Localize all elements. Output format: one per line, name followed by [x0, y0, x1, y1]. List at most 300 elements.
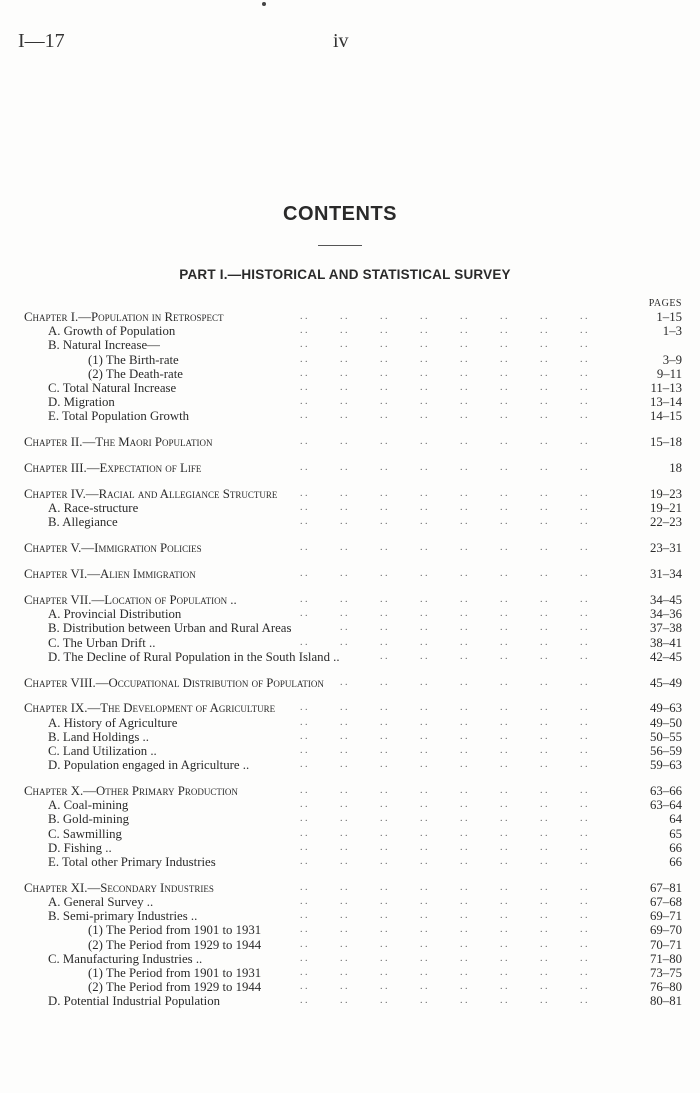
leader-dots: . . — [500, 896, 508, 908]
leader-dots: . . — [500, 785, 508, 797]
leader-dots: . . — [500, 487, 508, 499]
page-range: 37–38 — [650, 621, 682, 636]
leader-dots: . . — [380, 367, 388, 379]
leader-dots: . . — [540, 967, 548, 978]
leader-dots: . . — [380, 702, 388, 714]
page-range: 71–80 — [650, 951, 682, 966]
leader-dots: . . — [380, 502, 388, 514]
leader-dots: . . — [460, 896, 468, 908]
toc-item-row — [0, 980, 700, 994]
leader-dots: . . — [380, 381, 388, 393]
leader-dots: . . — [500, 568, 508, 580]
page-range: 67–81 — [650, 880, 682, 895]
page-range: 67–68 — [650, 895, 682, 910]
leader-dots: . . — [380, 730, 388, 742]
leader-dots: . . — [340, 730, 348, 742]
leader-dots: . . — [300, 813, 308, 825]
leader-dots: . . — [340, 799, 348, 811]
leader-dots: . . — [420, 716, 428, 728]
leader-dots: . . — [300, 502, 308, 514]
leader-dots: . . — [460, 636, 468, 648]
leader-dots: . . — [500, 436, 508, 448]
leader-dots: . . — [540, 813, 548, 825]
toc-item-row — [0, 338, 700, 352]
chapter-title: Chapter VI.—Alien Immigration — [24, 567, 196, 582]
leader-dots: . . — [340, 396, 348, 408]
page-range: 34–36 — [650, 607, 682, 622]
leader-dots: . . — [340, 967, 348, 978]
leader-dots: . . — [340, 487, 348, 499]
toc-item-row — [0, 994, 700, 1008]
leader-dots: . . — [380, 622, 388, 634]
toc-item-row — [0, 744, 700, 758]
leader-dots: . . — [340, 896, 348, 908]
leader-dots: . . — [580, 938, 588, 950]
leader-dots: . . — [340, 311, 348, 322]
leader-dots: . . — [460, 410, 468, 422]
leader-dots: . . — [340, 910, 348, 922]
leader-dots: . . — [500, 938, 508, 950]
leader-dots: . . — [460, 995, 468, 1007]
leader-dots: . . — [580, 799, 588, 811]
leader-dots: . . — [300, 981, 308, 993]
leader-dots: . . — [380, 716, 388, 728]
leader-dots: . . — [380, 636, 388, 648]
section-title: B. Allegiance — [48, 515, 118, 530]
leader-dots: . . — [500, 813, 508, 825]
title-rule — [318, 245, 362, 246]
leader-dots: . . — [460, 542, 468, 554]
leader-dots: . . — [380, 841, 388, 853]
leader-dots: . . — [540, 785, 548, 797]
leader-dots: . . — [540, 730, 548, 742]
leader-dots: . . — [500, 730, 508, 742]
leader-dots: . . — [380, 995, 388, 1007]
leader-dots: . . — [300, 910, 308, 922]
toc-chapter-row — [0, 435, 700, 449]
toc-spacer — [0, 690, 700, 702]
leader-dots: . . — [500, 339, 508, 351]
toc-item-row — [0, 515, 700, 529]
leader-dots: . . — [340, 745, 348, 756]
leader-dots: . . — [500, 841, 508, 853]
leader-dots: . . — [420, 568, 428, 580]
section-title: (1) The Birth-rate — [88, 352, 179, 367]
leader-dots: . . — [580, 924, 588, 936]
leader-dots: . . — [300, 353, 308, 365]
leader-dots: . . — [340, 410, 348, 422]
section-title: D. Potential Industrial Population — [48, 994, 221, 1009]
leader-dots: . . — [380, 910, 388, 922]
leader-dots: . . — [460, 730, 468, 742]
contents-title: CONTENTS — [283, 203, 397, 225]
toc-item-row — [0, 966, 700, 980]
leader-dots: . . — [540, 381, 548, 393]
leader-dots: . . — [460, 813, 468, 825]
leader-dots: . . — [380, 896, 388, 908]
leader-dots: . . — [300, 967, 308, 978]
leader-dots: . . — [540, 759, 548, 771]
leader-dots: . . — [500, 396, 508, 408]
page-number: iv — [333, 30, 349, 52]
leader-dots: . . — [580, 636, 588, 648]
leader-dots: . . — [540, 650, 548, 662]
leader-dots: . . — [540, 896, 548, 908]
leader-dots: . . — [300, 938, 308, 950]
leader-dots: . . — [460, 952, 468, 964]
leader-dots: . . — [340, 924, 348, 936]
leader-dots: . . — [300, 410, 308, 422]
leader-dots: . . — [460, 676, 468, 688]
leader-dots: . . — [300, 436, 308, 448]
section-title: (2) The Death-rate — [88, 366, 183, 381]
toc-item-row — [0, 938, 700, 952]
leader-dots: . . — [420, 730, 428, 742]
page-range: 14–15 — [650, 409, 682, 424]
leader-dots: . . — [460, 608, 468, 620]
toc-spacer — [0, 530, 700, 542]
pages-column-header: PAGES — [648, 298, 682, 309]
section-title: B. Gold-mining — [48, 812, 130, 827]
section-title: A. Growth of Population — [48, 324, 176, 339]
toc-chapter-row — [0, 461, 700, 475]
leader-dots: . . — [300, 785, 308, 797]
leader-dots: . . — [420, 353, 428, 365]
leader-dots: . . — [340, 462, 348, 474]
section-title: D. The Decline of Rural Population in the South Island .. — [48, 649, 340, 664]
leader-dots: . . — [340, 516, 348, 528]
leader-dots: . . — [300, 841, 308, 853]
section-title: D. Fishing .. — [48, 840, 112, 855]
leader-dots: . . — [380, 981, 388, 993]
leader-dots: . . — [300, 568, 308, 580]
toc-item-row — [0, 841, 700, 855]
page-range: 45–49 — [650, 675, 682, 690]
leader-dots: . . — [500, 924, 508, 936]
toc-spacer — [0, 581, 700, 593]
leader-dots: . . — [580, 995, 588, 1007]
leader-dots: . . — [380, 952, 388, 964]
leader-dots: . . — [580, 785, 588, 797]
section-title: D. Migration — [48, 395, 115, 410]
leader-dots: . . — [300, 716, 308, 728]
toc-item-row — [0, 353, 700, 367]
toc-item-row — [0, 367, 700, 381]
page-range: 15–18 — [650, 435, 682, 450]
leader-dots: . . — [340, 995, 348, 1007]
leader-dots: . . — [500, 410, 508, 422]
toc-spacer — [0, 424, 700, 436]
leader-dots: . . — [380, 813, 388, 825]
section-title: C. Sawmilling — [48, 826, 122, 841]
leader-dots: . . — [580, 759, 588, 771]
leader-dots: . . — [340, 367, 348, 379]
leader-dots: . . — [500, 716, 508, 728]
leader-dots: . . — [300, 396, 308, 408]
leader-dots: . . — [460, 745, 468, 756]
leader-dots: . . — [340, 636, 348, 648]
leader-dots: . . — [580, 542, 588, 554]
leader-dots: . . — [500, 367, 508, 379]
page-range: 18 — [669, 461, 682, 476]
leader-dots: . . — [420, 881, 428, 893]
leader-dots: . . — [420, 502, 428, 514]
leader-dots: . . — [340, 759, 348, 771]
page-range: 34–45 — [650, 592, 682, 607]
leader-dots: . . — [500, 593, 508, 605]
chapter-title: Chapter IV.—Racial and Allegiance Structure — [24, 486, 278, 501]
leader-dots: . . — [420, 745, 428, 756]
leader-dots: . . — [500, 702, 508, 714]
leader-dots: . . — [300, 593, 308, 605]
leader-dots: . . — [340, 981, 348, 993]
section-title: B. Natural Increase— — [48, 338, 160, 353]
toc-item-row — [0, 501, 700, 515]
chapter-title: Chapter I.—Population in Retrospect — [24, 310, 224, 324]
page-range: 66 — [669, 855, 682, 869]
leader-dots: . . — [540, 542, 548, 554]
leader-dots: . . — [540, 827, 548, 839]
leader-dots: . . — [580, 650, 588, 662]
leader-dots: . . — [460, 502, 468, 514]
toc-item-row — [0, 855, 700, 869]
toc-item-row — [0, 409, 700, 423]
leader-dots: . . — [540, 568, 548, 580]
leader-dots: . . — [300, 745, 308, 756]
leader-dots: . . — [500, 745, 508, 756]
leader-dots: . . — [580, 502, 588, 514]
leader-dots: . . — [340, 325, 348, 337]
leader-dots: . . — [460, 396, 468, 408]
leader-dots: . . — [580, 487, 588, 499]
leader-dots: . . — [500, 881, 508, 893]
leader-dots: . . — [460, 924, 468, 936]
leader-dots: . . — [420, 799, 428, 811]
leader-dots: . . — [500, 967, 508, 978]
leader-dots: . . — [340, 353, 348, 365]
page-range: 9–11 — [656, 366, 682, 381]
leader-dots: . . — [540, 716, 548, 728]
leader-dots: . . — [300, 730, 308, 742]
leader-dots: . . — [460, 311, 468, 322]
leader-dots: . . — [420, 910, 428, 922]
page-range: 70–71 — [650, 937, 682, 952]
leader-dots: . . — [420, 622, 428, 634]
leader-dots: . . — [420, 339, 428, 351]
leader-dots: . . — [460, 716, 468, 728]
leader-dots: . . — [380, 339, 388, 351]
toc-spacer — [0, 869, 700, 881]
table-of-contents — [0, 310, 700, 1009]
leader-dots: . . — [460, 981, 468, 993]
leader-dots: . . — [380, 353, 388, 365]
leader-dots: . . — [580, 896, 588, 908]
section-title: D. Population engaged in Agriculture .. — [48, 758, 250, 773]
leader-dots: . . — [500, 502, 508, 514]
leader-dots: . . — [340, 856, 348, 867]
toc-chapter-row — [0, 567, 700, 581]
leader-dots: . . — [300, 924, 308, 936]
leader-dots: . . — [500, 608, 508, 620]
leader-dots: . . — [540, 487, 548, 499]
section-title: A. Coal-mining — [48, 798, 129, 813]
leader-dots: . . — [580, 608, 588, 620]
leader-dots: . . — [380, 676, 388, 688]
leader-dots: . . — [500, 650, 508, 662]
leader-dots: . . — [580, 841, 588, 853]
leader-dots: . . — [300, 608, 308, 620]
leader-dots: . . — [380, 396, 388, 408]
leader-dots: . . — [380, 827, 388, 839]
page-range: 3–9 — [662, 352, 682, 367]
leader-dots: . . — [340, 702, 348, 714]
leader-dots: . . — [300, 339, 308, 351]
toc-item-row — [0, 621, 700, 635]
page-range: 19–23 — [650, 486, 682, 501]
leader-dots: . . — [460, 785, 468, 797]
chapter-title: Chapter V.—Immigration Policies — [24, 541, 202, 556]
section-title: A. Race-structure — [48, 501, 139, 516]
chapter-title: Chapter VII.—Location of Population .. — [24, 592, 237, 607]
toc-item-row — [0, 909, 700, 923]
toc-chapter-row — [0, 593, 700, 607]
leader-dots: . . — [380, 785, 388, 797]
leader-dots: . . — [580, 910, 588, 922]
page-range: 13–14 — [650, 395, 682, 410]
leader-dots: . . — [500, 381, 508, 393]
leader-dots: . . — [500, 516, 508, 528]
leader-dots: . . — [500, 622, 508, 634]
leader-dots: . . — [420, 676, 428, 688]
leader-dots: . . — [460, 881, 468, 893]
leader-dots: . . — [540, 924, 548, 936]
page-range: 66 — [669, 840, 682, 855]
leader-dots: . . — [540, 995, 548, 1007]
leader-dots: . . — [300, 462, 308, 474]
leader-dots: . . — [580, 339, 588, 351]
section-title: A. General Survey .. — [48, 895, 154, 910]
leader-dots: . . — [540, 516, 548, 528]
leader-dots: . . — [540, 608, 548, 620]
leader-dots: . . — [580, 325, 588, 337]
leader-dots: . . — [540, 702, 548, 714]
leader-dots: . . — [420, 396, 428, 408]
section-title: E. Total Population Growth — [48, 409, 190, 424]
leader-dots: . . — [340, 881, 348, 893]
leader-dots: . . — [460, 799, 468, 811]
leader-dots: . . — [540, 676, 548, 688]
leader-dots: . . — [380, 856, 388, 867]
leader-dots: . . — [580, 813, 588, 825]
leader-dots: . . — [420, 785, 428, 797]
leader-dots: . . — [500, 759, 508, 771]
leader-dots: . . — [380, 542, 388, 554]
leader-dots: . . — [380, 938, 388, 950]
toc-item-row — [0, 381, 700, 395]
section-title: B. Distribution between Urban and Rural Areas — [48, 621, 292, 636]
leader-dots: . . — [540, 436, 548, 448]
leader-dots: . . — [580, 381, 588, 393]
toc-item-row — [0, 895, 700, 909]
leader-dots: . . — [540, 396, 548, 408]
leader-dots: . . — [380, 436, 388, 448]
page-range: 19–21 — [650, 501, 682, 516]
page-range: 73–75 — [650, 966, 682, 980]
leader-dots: . . — [420, 636, 428, 648]
leader-dots: . . — [540, 367, 548, 379]
page-range: 63–64 — [650, 798, 682, 813]
leader-dots: . . — [540, 622, 548, 634]
leader-dots: . . — [460, 759, 468, 771]
page-reference: I—17 — [18, 30, 65, 52]
leader-dots: . . — [500, 827, 508, 839]
page-range: 63–66 — [650, 784, 682, 799]
section-title: B. Semi-primary Industries .. — [48, 909, 198, 924]
toc-chapter-row — [0, 310, 700, 324]
page-range: 38–41 — [650, 635, 682, 650]
leader-dots: . . — [300, 827, 308, 839]
leader-dots: . . — [340, 381, 348, 393]
leader-dots: . . — [300, 702, 308, 714]
leader-dots: . . — [500, 462, 508, 474]
leader-dots: . . — [500, 856, 508, 867]
leader-dots: . . — [580, 353, 588, 365]
toc-item-row — [0, 716, 700, 730]
leader-dots: . . — [420, 608, 428, 620]
toc-item-row — [0, 395, 700, 409]
leader-dots: . . — [580, 622, 588, 634]
chapter-title: Chapter IX.—The Development of Agriculture — [24, 701, 276, 716]
toc-chapter-row — [0, 541, 700, 555]
chapter-title: Chapter XI.—Secondary Industries — [24, 880, 214, 895]
leader-dots: . . — [420, 381, 428, 393]
toc-item-row — [0, 324, 700, 338]
leader-dots: . . — [340, 339, 348, 351]
leader-dots: . . — [300, 487, 308, 499]
section-title: (1) The Period from 1901 to 1931 — [88, 923, 262, 938]
leader-dots: . . — [580, 967, 588, 978]
leader-dots: . . — [540, 339, 548, 351]
leader-dots: . . — [580, 311, 588, 322]
section-title: C. Manufacturing Industries .. — [48, 951, 203, 966]
section-title: (1) The Period from 1901 to 1931 — [88, 966, 262, 980]
leader-dots: . . — [460, 593, 468, 605]
section-title: (2) The Period from 1929 to 1944 — [88, 937, 262, 952]
toc-item-row — [0, 798, 700, 812]
leader-dots: . . — [420, 487, 428, 499]
leader-dots: . . — [380, 608, 388, 620]
leader-dots: . . — [340, 593, 348, 605]
leader-dots: . . — [420, 542, 428, 554]
leader-dots: . . — [380, 516, 388, 528]
toc-item-row — [0, 636, 700, 650]
leader-dots: . . — [420, 981, 428, 993]
leader-dots: . . — [500, 799, 508, 811]
leader-dots: . . — [300, 516, 308, 528]
leader-dots: . . — [460, 967, 468, 978]
leader-dots: . . — [300, 311, 308, 322]
toc-item-row — [0, 952, 700, 966]
leader-dots: . . — [340, 436, 348, 448]
leader-dots: . . — [580, 730, 588, 742]
page-range: 65 — [669, 826, 682, 841]
leader-dots: . . — [340, 785, 348, 797]
leader-dots: . . — [340, 716, 348, 728]
page-range: 1–15 — [656, 310, 682, 324]
leader-dots: . . — [420, 311, 428, 322]
toc-spacer — [0, 555, 700, 567]
leader-dots: . . — [540, 856, 548, 867]
